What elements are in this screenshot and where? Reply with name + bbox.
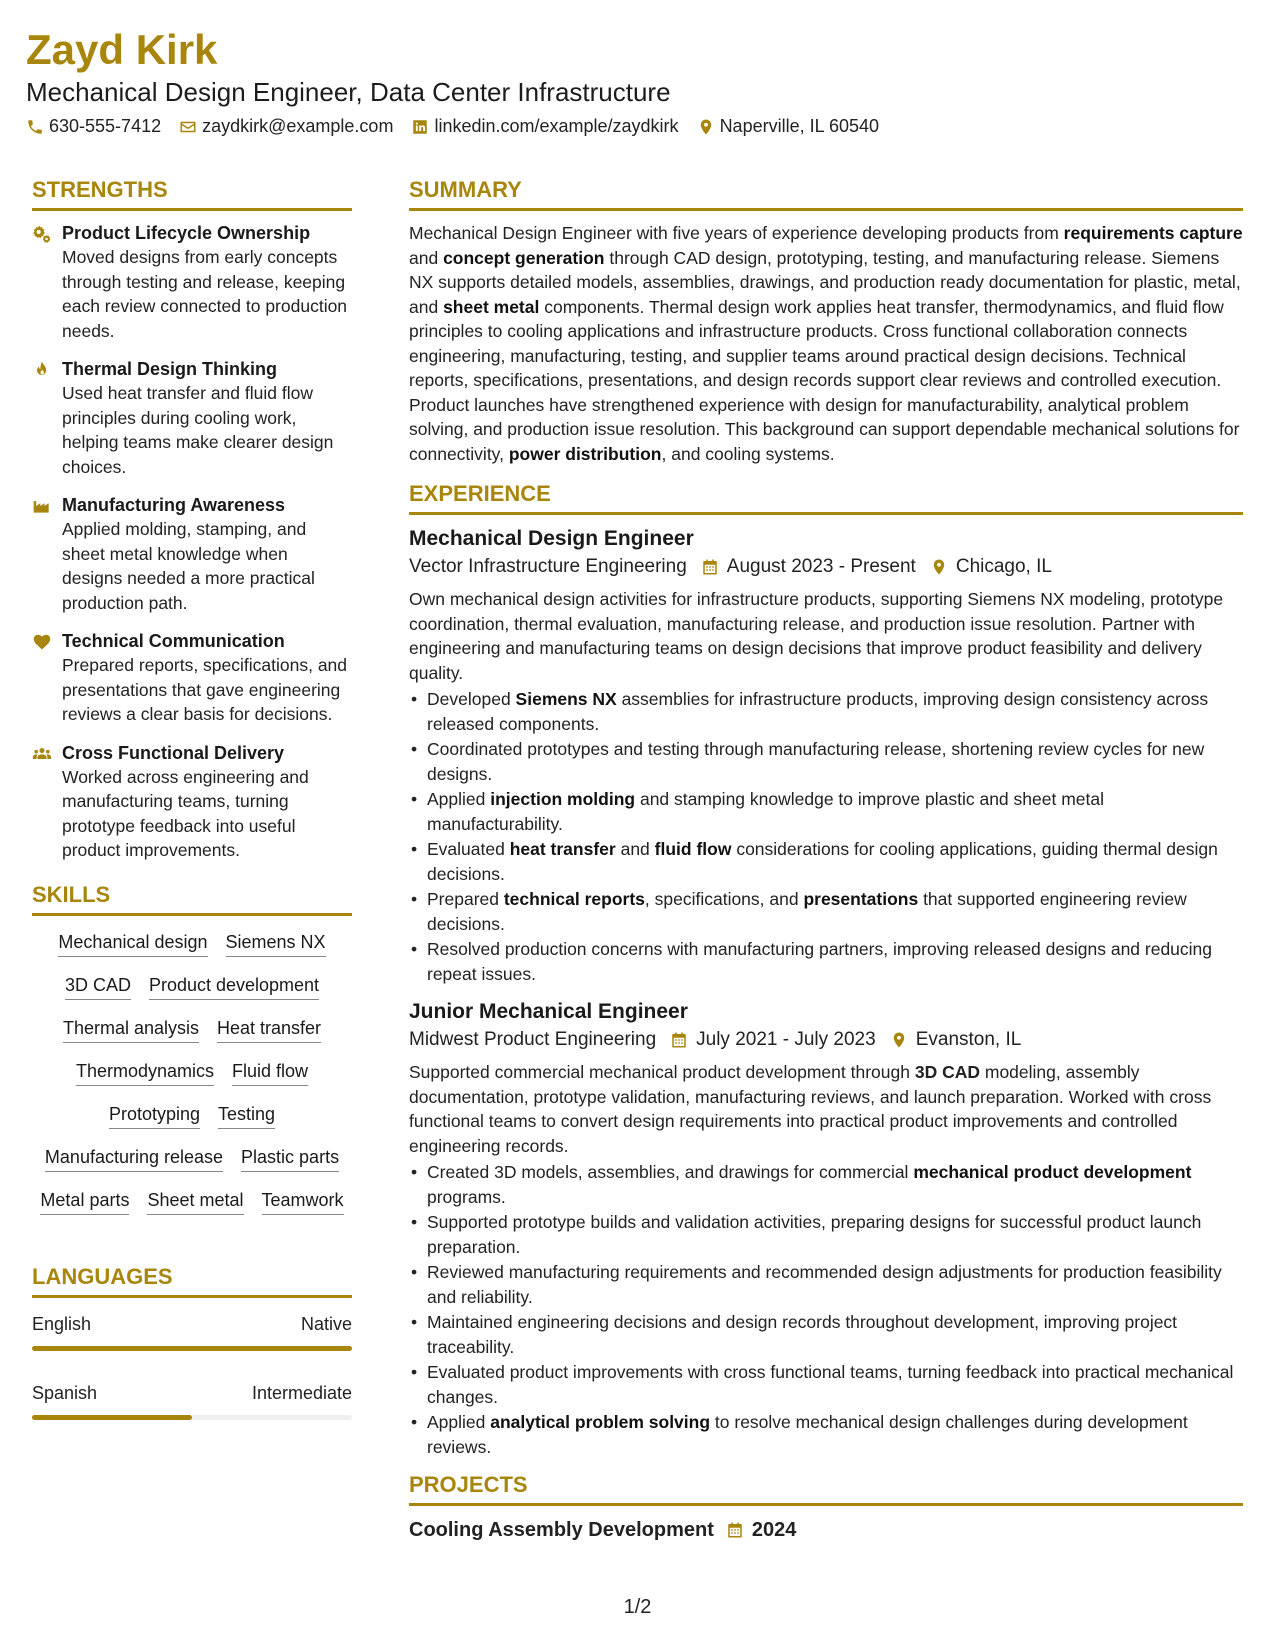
projects-list — [409, 1516, 1243, 1544]
project-name: Cooling Assembly Development — [409, 1519, 714, 1541]
job-meta — [409, 1026, 1243, 1054]
strength-item — [32, 221, 352, 343]
candidate-title: Mechanical Design Engineer, Data Center Infrastructure — [26, 77, 671, 107]
email-text: zaydkirk@example.com — [202, 116, 394, 136]
job-bullets — [409, 687, 1243, 986]
map-pin-icon — [890, 1031, 908, 1049]
linkedin-text: linkedin.com/example/zaydkirk — [434, 116, 679, 136]
users-icon — [32, 744, 52, 764]
calendar-icon — [726, 1521, 744, 1539]
job-dates: August 2023 - Present — [726, 556, 916, 577]
job-entry — [409, 998, 1243, 1459]
gears-icon — [32, 224, 52, 244]
strength-desc: Used heat transfer and fluid flow principles during cooling work, helping teams make clearer design choices. — [62, 383, 334, 477]
job-bullet: • Maintained engineering decisions and design records throughout development, improving project traceability. — [409, 1310, 1243, 1359]
strength-desc: Prepared reports, specifications, and presentations that gave engineering reviews a clear basis for decisions. — [62, 655, 348, 724]
strength-title: Thermal Design Thinking — [62, 359, 278, 379]
job-company: Vector Infrastructure Engineering — [409, 556, 687, 577]
language-item — [32, 1312, 352, 1351]
envelope-icon — [179, 118, 197, 136]
job-bullets — [409, 1160, 1243, 1459]
skill-tag: Siemens NX — [226, 930, 326, 957]
strength-title: Technical Communication — [62, 631, 285, 651]
phone-text: 630-555-7412 — [49, 116, 162, 136]
summary-text: Mechanical Design Engineer with five years of experience developing products from requirements capture and concept generation through CAD design, prototyping, testing, and manufacturing release. Siemens NX supports detailed models, assemblies, drawings, and production ready documentation for plastic, metal, and sheet metal components. Thermal design work applies heat transfer, thermodynamics, and fluid flow principles to cooling applications and infrastructure products. Cross functional collaboration connects engineering, manufacturing, testing, and supplier teams around practical design decisions. Technical reports, specifications, presentations, and design records support clear reviews and controlled execution. Product launches have strengthened experience with design for manufacturability, analytical problem solving, and production issue resolution. This background can support dependable mechanical solutions for connectivity, power distribution, and cooling systems. — [409, 223, 1243, 464]
job-bullet: • Resolved production concerns with manufacturing partners, improving released designs and reducing repeat issues. — [409, 937, 1243, 986]
language-proficiency-bar — [32, 1415, 352, 1420]
strengths-heading: STRENGTHS — [32, 176, 352, 211]
job-bullet: • Coordinated prototypes and testing through manufacturing release, shortening review cycles for new designs. — [409, 737, 1243, 786]
linkedin-icon — [411, 118, 429, 136]
skill-tag: Heat transfer — [217, 1016, 321, 1043]
language-proficiency-fill — [32, 1346, 352, 1351]
left-column — [32, 176, 352, 1450]
strength-item — [32, 493, 352, 615]
contact-bar — [26, 116, 1246, 137]
projects-heading: PROJECTS — [409, 1471, 1243, 1506]
map-pin-icon — [697, 118, 715, 136]
strength-item — [32, 741, 352, 863]
project-year: 2024 — [751, 1519, 797, 1541]
job-bullet: • Reviewed manufacturing requirements and recommended design adjustments for production feasibility and reliability. — [409, 1260, 1243, 1309]
job-bullet: • Applied analytical problem solving to resolve mechanical design challenges during development reviews. — [409, 1410, 1243, 1459]
job-company: Midwest Product Engineering — [409, 1029, 657, 1050]
skill-tag: Sheet metal — [147, 1188, 243, 1215]
job-bullet: • Evaluated heat transfer and fluid flow considerations for cooling applications, guiding thermal design decisions. — [409, 837, 1243, 886]
experience-heading: EXPERIENCE — [409, 480, 1243, 515]
flame-icon — [32, 360, 52, 380]
language-name: English — [32, 1313, 92, 1334]
strength-title: Product Lifecycle Ownership — [62, 223, 311, 243]
languages-heading: LANGUAGES — [32, 1263, 352, 1298]
contact-linkedin[interactable] — [411, 116, 678, 137]
calendar-icon — [701, 558, 719, 576]
job-bullet: • Applied injection molding and stamping knowledge to improve plastic and sheet metal manufacturability. — [409, 787, 1243, 836]
job-bullet: • Evaluated product improvements with cross functional teams, turning feedback into practical mechanical changes. — [409, 1360, 1243, 1409]
skills-list — [32, 926, 352, 1215]
skill-tag: Teamwork — [262, 1188, 344, 1215]
job-location: Chicago, IL — [955, 556, 1052, 577]
summary-heading: SUMMARY — [409, 176, 1243, 211]
skill-tag: Fluid flow — [232, 1059, 308, 1086]
strength-item — [32, 357, 352, 479]
page-number: 1/2 — [623, 1596, 652, 1618]
map-pin-icon — [930, 558, 948, 576]
job-meta — [409, 553, 1243, 581]
skill-tag: Prototyping — [109, 1102, 200, 1129]
heart-icon — [32, 632, 52, 652]
contact-email[interactable] — [179, 116, 393, 137]
strength-desc: Moved designs from early concepts through testing and release, keeping each review connected to production needs. — [62, 247, 348, 341]
strengths-list — [32, 221, 352, 863]
resume-header — [26, 26, 1246, 137]
job-dates: July 2021 - July 2023 — [696, 1029, 876, 1050]
strength-title: Manufacturing Awareness — [62, 495, 286, 515]
skill-tag: Thermal analysis — [63, 1016, 199, 1043]
language-proficiency-fill — [32, 1415, 192, 1420]
skill-tag: Metal parts — [40, 1188, 129, 1215]
language-item — [32, 1381, 352, 1420]
job-description: Supported commercial mechanical product development through 3D CAD modeling, assembly documentation, prototype validation, manufacturing reviews, and launch preparation. Worked with cross functional teams to convert design requirements into practical product improvements and controlled engineering records. — [409, 1062, 1212, 1156]
skill-tag: Manufacturing release — [45, 1145, 223, 1172]
language-level: Intermediate — [251, 1382, 352, 1403]
strength-desc: Applied molding, stamping, and sheet metal knowledge when designs needed a more practical production path. — [62, 519, 315, 613]
job-bullet: • Developed Siemens NX assemblies for infrastructure products, improving design consistency across released components. — [409, 687, 1243, 736]
skill-tag: Mechanical design — [58, 930, 207, 957]
calendar-icon — [670, 1031, 688, 1049]
skill-tag: Product development — [149, 973, 319, 1000]
language-proficiency-bar — [32, 1346, 352, 1351]
strength-title: Cross Functional Delivery — [62, 742, 285, 763]
location-text: Naperville, IL 60540 — [719, 116, 879, 136]
job-title: Junior Mechanical Engineer — [409, 1000, 688, 1023]
skill-tag: Plastic parts — [241, 1145, 339, 1172]
skills-heading: SKILLS — [32, 881, 352, 916]
job-entry — [409, 525, 1243, 986]
job-location: Evanston, IL — [915, 1029, 1022, 1050]
candidate-name: Zayd Kirk — [26, 26, 218, 73]
job-description: Own mechanical design activities for infrastructure products, supporting Siemens NX modeling, prototype coordination, thermal evaluation, manufacturing release, and production issue resolution. Partner with engineering and manufacturing teams on design decisions that improve product feasibility and delivery quality. — [409, 589, 1224, 683]
skill-tag: Thermodynamics — [76, 1059, 214, 1086]
job-bullet: • Supported prototype builds and validation activities, preparing designs for successful product launch preparation. — [409, 1210, 1243, 1259]
phone-icon — [26, 118, 44, 136]
contact-location — [697, 116, 879, 137]
job-bullet: • Created 3D models, assemblies, and drawings for commercial mechanical product development programs. — [409, 1160, 1243, 1209]
jobs-list — [409, 525, 1243, 1459]
strength-item — [32, 629, 352, 727]
job-title: Mechanical Design Engineer — [409, 527, 694, 550]
skill-tag: 3D CAD — [65, 973, 131, 1000]
project-entry — [409, 1516, 1243, 1544]
strength-desc: Worked across engineering and manufacturing teams, turning prototype feedback into useful product improvements. — [62, 766, 309, 860]
language-name: Spanish — [32, 1382, 98, 1403]
contact-phone[interactable] — [26, 116, 161, 137]
language-level: Native — [300, 1313, 352, 1334]
right-column — [409, 176, 1243, 1544]
skill-tag: Testing — [218, 1102, 275, 1129]
job-bullet: • Prepared technical reports, specifications, and presentations that supported engineering review decisions. — [409, 887, 1243, 936]
languages-list — [32, 1312, 352, 1420]
industry-icon — [32, 496, 52, 516]
